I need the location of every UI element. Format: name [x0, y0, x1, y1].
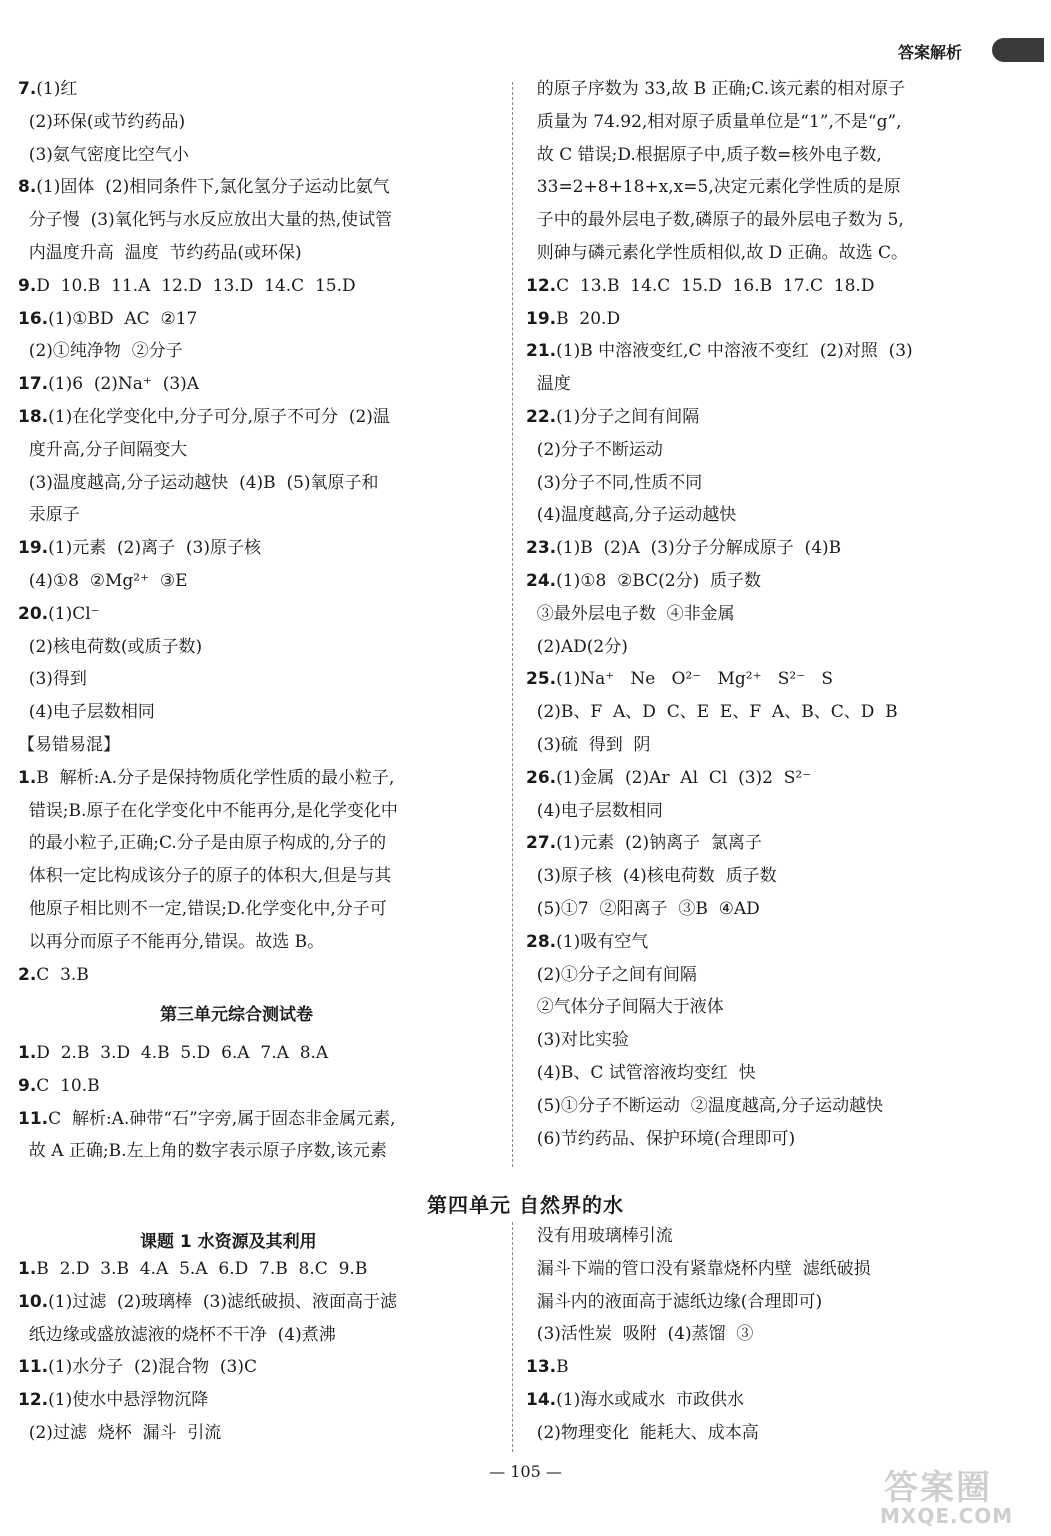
answer-line [18, 767, 394, 789]
answer-text: 以再分而原子不能再分,错误。故选 B。 [18, 931, 325, 952]
question-number: 14. [526, 1390, 557, 1410]
answer-line [526, 832, 762, 854]
answer-text: (3)分子不同,性质不同 [526, 472, 703, 493]
answer-text: (1)Cl⁻ [48, 603, 100, 624]
question-number: 21. [526, 341, 557, 362]
answer-text: 则砷与磷元素化学性质相似,故 D 正确。故选 C。 [526, 243, 909, 263]
answer-text: 错误;B.原子在化学变化中不能再分,是化学变化中 [18, 800, 398, 821]
answer-text: (4)电子层数相同 [526, 800, 663, 821]
answer-text: 33=2+8+18+x,x=5,决定元素化学性质的是原 [526, 177, 901, 198]
answer-line [18, 1042, 328, 1064]
page-number: — 105 — [489, 1462, 562, 1481]
answer-text: (2)①分子之间有间隔 [526, 964, 697, 985]
answer-text: (2)环保(或节约药品) [18, 111, 186, 132]
answer-line [18, 701, 155, 723]
answer-text: C 13.B 14.C 15.D 16.B 17.C 18.D [556, 275, 875, 296]
answer-text: 他原子相比则不一定,错误;D.化学变化中,分子可 [18, 899, 387, 919]
answer-line [526, 308, 620, 330]
question-number: 24. [526, 571, 557, 591]
answer-text: (1)海水或咸水 市政供水 [556, 1390, 745, 1410]
answer-line [18, 144, 189, 166]
answer-line [18, 668, 87, 690]
question-number: 9. [18, 275, 37, 296]
question-number: 7. [18, 79, 37, 99]
answer-text: (1)①8 ②BC(2分) 质子数 [556, 571, 762, 591]
answer-text: (1)B 中溶液变红,C 中溶液不变红 (2)对照 (3) [556, 341, 913, 362]
lesson1-title: 课题 1 水资源及其利用 [140, 1232, 317, 1252]
question-number: 1. [18, 1259, 37, 1279]
answer-line [526, 537, 841, 559]
answer-line [18, 373, 199, 395]
question-number: 12. [18, 1390, 49, 1411]
answer-text: (2)核电荷数(或质子数) [18, 636, 203, 657]
answer-line [526, 439, 663, 461]
answer-text: (1)吸有空气 [556, 931, 649, 952]
question-number: 1. [18, 767, 37, 788]
answer-text: (2)过滤 烧杯 漏斗 引流 [18, 1423, 222, 1443]
answer-text: 度升高,分子间隔变大 [18, 439, 188, 460]
answer-line [526, 734, 651, 756]
answer-text: B 20.D [556, 308, 621, 329]
answer-line [18, 570, 188, 592]
answer-line [526, 636, 628, 658]
answer-line [526, 504, 736, 526]
question-number: 23. [526, 538, 557, 559]
answer-line [526, 668, 833, 690]
answer-line [18, 340, 183, 362]
answer-line [18, 1324, 336, 1346]
answer-line [18, 800, 398, 822]
header-label: 答案解析 [898, 43, 963, 62]
answer-text: (1)固体 (2)相同条件下,氯化氢分子运动比氨气 [36, 177, 390, 198]
unit4-title: 第四单元 自然界的水 [427, 1193, 624, 1217]
answer-line [526, 1128, 795, 1150]
answer-text: (1)6 (2)Na⁺ (3)A [48, 374, 200, 395]
answer-text: (3)活性炭 吸附 (4)蒸馏 ③ [526, 1324, 754, 1345]
question-number: 27. [526, 833, 557, 854]
answer-text: 漏斗下端的管口没有紧靠烧杯内壁 滤纸破损 [526, 1258, 871, 1279]
answer-text: (5)①分子不断运动 ②温度越高,分子运动越快 [526, 1095, 884, 1116]
answer-text: (1)①BD AC ②17 [48, 308, 198, 329]
answer-line [526, 800, 663, 822]
answer-text: (2)物理变化 能耗大、成本高 [526, 1422, 759, 1443]
answer-line [526, 1389, 744, 1411]
question-number: 25. [526, 669, 557, 690]
question-number: 16. [18, 308, 49, 329]
answer-text: 的原子序数为 33,故 B 正确;C.该元素的相对原子 [526, 79, 906, 99]
answer-line [18, 734, 120, 756]
answer-text: (3)得到 [18, 669, 87, 690]
answer-line [526, 176, 901, 198]
answer-line [526, 373, 571, 395]
watermark-line2: MXQE.COM [880, 1504, 1014, 1528]
answer-line [18, 1422, 221, 1444]
answer-text: (5)①7 ②阳离子 ③B ④AD [526, 899, 760, 919]
answer-line [526, 406, 699, 428]
answer-line [526, 1422, 759, 1444]
question-number: 1. [18, 1043, 37, 1063]
question-number: 22. [526, 407, 557, 427]
answer-text: 质量为 74.92,相对原子质量单位是“1”,不是“g”, [526, 111, 902, 132]
answer-line [18, 1108, 396, 1130]
answer-text: C 3.B [36, 964, 89, 985]
answer-text: (4)B、C 试管溶液均变红 快 [526, 1063, 756, 1083]
answer-line [18, 1140, 387, 1162]
answer-line [526, 964, 697, 986]
answer-text: (1)红 [36, 79, 78, 99]
question-number: 9. [18, 1075, 37, 1096]
answer-line [526, 340, 913, 362]
answer-line [526, 1258, 871, 1280]
watermark-line1: 答案圈 [884, 1468, 992, 1508]
question-number: 17. [18, 374, 49, 395]
question-number: 13. [526, 1357, 557, 1378]
answer-text: (6)节约药品、保护环境(合理即可) [526, 1128, 796, 1149]
answer-text: (2)①纯净物 ②分子 [18, 341, 183, 362]
answer-text: 子中的最外层电子数,磷原子的最外层电子数为 5, [526, 210, 904, 231]
answer-text: (3)硫 得到 阴 [526, 735, 651, 755]
answer-text: D 2.B 3.D 4.B 5.D 6.A 7.A 8.A [36, 1043, 329, 1063]
answer-line [18, 308, 197, 330]
answer-line [526, 996, 724, 1018]
answer-text: (1)金属 (2)Ar Al Cl (3)2 S²⁻ [556, 767, 812, 788]
answer-line [18, 209, 392, 231]
answer-line [526, 1029, 629, 1051]
answer-text: (2)分子不断运动 [526, 439, 663, 460]
question-number: 8. [18, 177, 37, 198]
answer-text: 汞原子 [18, 505, 80, 526]
answer-text: (3)原子核 (4)核电荷数 质子数 [526, 866, 777, 887]
answer-line [18, 242, 302, 264]
answer-line [526, 209, 904, 231]
answer-line [18, 1075, 100, 1097]
answer-line [18, 1356, 257, 1378]
answer-line [526, 242, 908, 264]
answer-line [18, 176, 390, 198]
section3-title: 第三单元综合测试卷 [160, 1005, 313, 1025]
answer-line [18, 275, 356, 297]
question-number: 26. [526, 767, 557, 788]
answer-text: D 10.B 11.A 12.D 13.D 14.C 15.D [36, 275, 356, 296]
answer-line [526, 865, 777, 887]
question-number: 12. [526, 275, 557, 296]
answer-text: 故 A 正确;B.左上角的数字表示原子序数,该元素 [18, 1141, 387, 1162]
watermark-logo [874, 1460, 1044, 1530]
answer-line [18, 1291, 397, 1313]
answer-line [526, 1095, 883, 1117]
answer-text: (1)在化学变化中,分子可分,原子不可分 (2)温 [48, 407, 390, 427]
answer-text: (1)使水中悬浮物沉降 [48, 1390, 209, 1411]
answer-text: C 10.B [36, 1075, 100, 1096]
answer-line [526, 1062, 756, 1084]
answer-line [526, 767, 811, 789]
answer-text: (3)对比实验 [526, 1030, 629, 1051]
answer-text: (4)①8 ②Mg²⁺ ③E [18, 571, 188, 591]
answer-line [18, 931, 324, 953]
answer-line [526, 144, 882, 166]
column-divider-bottom [512, 1222, 513, 1452]
answer-text: 【易错易混】 [18, 735, 120, 755]
answer-text: 漏斗内的液面高于滤纸边缘(合理即可) [526, 1291, 823, 1312]
answer-line [18, 1258, 367, 1280]
answer-text: B 2.D 3.B 4.A 5.A 6.D 7.B 8.C 9.B [36, 1259, 368, 1279]
answer-line [526, 111, 902, 133]
answer-text: 故 C 错误;D.根据原子中,质子数=核外电子数, [526, 144, 882, 165]
answer-text: (1)B (2)A (3)分子分解成原子 (4)B [556, 538, 842, 559]
answer-line [526, 603, 735, 625]
answer-text: (3)温度越高,分子运动越快 (4)B (5)氧原子和 [18, 472, 379, 493]
answer-line [18, 1389, 208, 1411]
answer-line [18, 439, 187, 461]
question-number: 11. [18, 1108, 49, 1129]
answer-line [526, 1323, 753, 1345]
answer-text: 温度 [526, 374, 571, 395]
question-number: 2. [18, 964, 37, 985]
answer-text: (1)元素 (2)钠离子 氯离子 [556, 833, 762, 854]
answer-text: (4)电子层数相同 [18, 702, 155, 723]
answer-text: (3)氨气密度比空气小 [18, 144, 189, 165]
answer-text: 内温度升高 温度 节约药品(或环保) [18, 243, 302, 263]
question-number: 19. [526, 308, 557, 329]
answer-line [18, 111, 185, 133]
answer-line [18, 832, 386, 854]
answer-text: (1)Na⁺ Ne O²⁻ Mg²⁺ S²⁻ S [556, 669, 834, 690]
answer-text: C 解析:A.砷带“石”字旁,属于固态非金属元素, [48, 1108, 396, 1129]
answer-text: B 解析:A.分子是保持物质化学性质的最小粒子, [36, 767, 395, 788]
answer-line [526, 1356, 569, 1378]
answer-text: 体积一定比构成该分子的原子的体积大,但是与其 [18, 866, 392, 887]
answer-text: 没有用玻璃棒引流 [526, 1226, 673, 1246]
question-number: 18. [18, 407, 49, 427]
answer-text: (2)AD(2分) [526, 636, 628, 657]
answer-text: (1)元素 (2)离子 (3)原子核 [48, 538, 261, 559]
answer-line [18, 472, 379, 494]
answer-line [526, 570, 761, 592]
question-number: 28. [526, 931, 557, 952]
answer-line [18, 504, 80, 526]
answer-text: (2)B、F A、D C、E E、F A、B、C、D B [526, 702, 898, 723]
answer-line [18, 603, 100, 625]
answer-line [526, 1291, 822, 1313]
answer-text: (4)温度越高,分子运动越快 [526, 505, 737, 526]
answer-line [18, 537, 261, 559]
column-divider-top [512, 82, 513, 1167]
answer-line [18, 78, 77, 100]
answer-line [18, 865, 391, 887]
answer-line [18, 964, 89, 986]
question-number: 10. [18, 1291, 49, 1312]
answer-text: 的最小粒子,正确;C.分子是由原子构成的,分子的 [18, 833, 387, 854]
answer-text: ②气体分子间隔大于液体 [526, 997, 724, 1018]
header-tab-decoration [992, 38, 1044, 62]
answer-text: B [556, 1357, 569, 1378]
answer-line [526, 931, 648, 953]
answer-text: (1)过滤 (2)玻璃棒 (3)滤纸破损、液面高于滤 [48, 1291, 397, 1312]
answer-text: ③最外层电子数 ④非金属 [526, 603, 735, 624]
answer-line [526, 472, 702, 494]
answer-text: 纸边缘或盛放滤液的烧杯不干净 (4)煮沸 [18, 1324, 336, 1345]
answer-text: (1)水分子 (2)混合物 (3)C [48, 1357, 257, 1378]
answer-line [526, 701, 898, 723]
answer-line [526, 275, 874, 297]
answer-text: (1)分子之间有间隔 [556, 407, 700, 427]
answer-line [526, 1225, 673, 1247]
answer-line [526, 78, 905, 100]
answer-line [18, 636, 202, 658]
question-number: 20. [18, 603, 49, 624]
answer-text: 分子慢 (3)氧化钙与水反应放出大量的热,使试管 [18, 210, 393, 231]
answer-line [526, 898, 760, 920]
question-number: 19. [18, 538, 49, 559]
question-number: 11. [18, 1357, 49, 1378]
answer-line [18, 898, 387, 920]
answer-line [18, 406, 390, 428]
